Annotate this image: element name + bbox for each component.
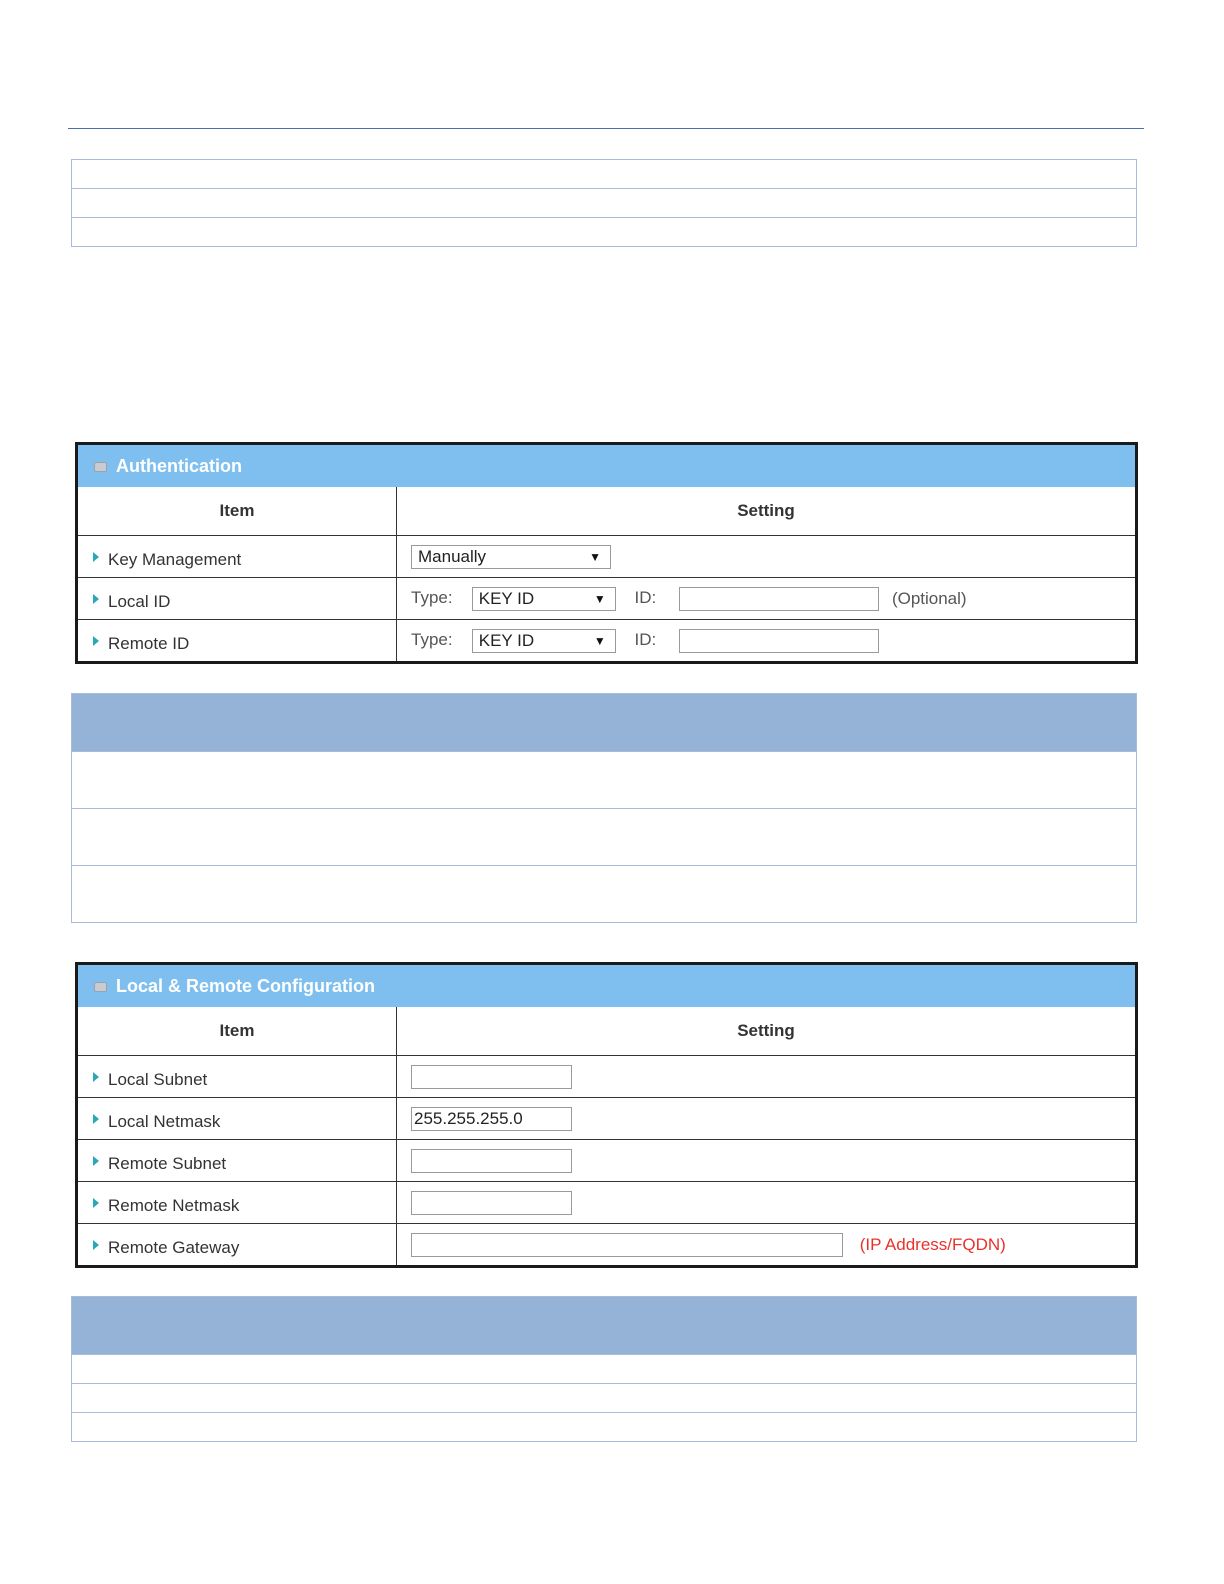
page-top-rule bbox=[68, 128, 1144, 129]
doc-table-local-remote bbox=[71, 1296, 1137, 1442]
authentication-panel bbox=[75, 442, 1138, 664]
item-cell bbox=[78, 1224, 397, 1266]
doc-table-row bbox=[72, 1354, 1136, 1383]
triangle-right-icon bbox=[93, 1072, 99, 1082]
item-cell bbox=[78, 1140, 397, 1182]
setting-cell bbox=[397, 1098, 1136, 1140]
triangle-right-icon bbox=[93, 1240, 99, 1250]
doc-table-row bbox=[72, 217, 1136, 246]
item-cell bbox=[78, 578, 397, 620]
remote-id-label: Remote ID bbox=[108, 633, 190, 653]
local-id-type-value: KEY ID bbox=[478, 588, 535, 608]
local-subnet-label: Local Subnet bbox=[108, 1069, 208, 1089]
local-netmask-input[interactable]: 255.255.255.0 bbox=[411, 1107, 572, 1131]
doc-table-row bbox=[72, 1383, 1136, 1412]
setting-cell bbox=[397, 1224, 1136, 1266]
doc-table-header bbox=[72, 694, 1136, 751]
dropdown-arrow-icon: ▼ bbox=[593, 633, 606, 648]
setting-cell bbox=[397, 620, 1136, 662]
remote-gateway-note: (IP Address/FQDN) bbox=[859, 1234, 1006, 1254]
remote-gateway-input[interactable] bbox=[411, 1233, 843, 1257]
doc-table-header bbox=[72, 1297, 1136, 1354]
item-cell bbox=[78, 1182, 397, 1224]
panel-header-icon bbox=[94, 462, 107, 472]
setting-cell bbox=[397, 1140, 1136, 1182]
row-remote-gateway bbox=[78, 1224, 1135, 1266]
remote-netmask-label: Remote Netmask bbox=[108, 1195, 240, 1215]
row-remote-id bbox=[78, 620, 1135, 662]
column-header-setting: Setting bbox=[397, 1007, 1136, 1056]
item-cell bbox=[78, 1098, 397, 1140]
local-id-id-label: ID: bbox=[634, 587, 657, 607]
triangle-right-icon bbox=[93, 552, 99, 562]
authentication-panel-title: Authentication bbox=[116, 455, 242, 476]
row-key-management bbox=[78, 536, 1135, 578]
local-remote-panel-title: Local & Remote Configuration bbox=[116, 975, 376, 996]
key-management-label: Key Management bbox=[108, 549, 242, 569]
doc-table-row bbox=[72, 1412, 1136, 1441]
item-cell bbox=[78, 620, 397, 662]
local-remote-panel-header bbox=[78, 965, 1135, 1007]
local-netmask-label: Local Netmask bbox=[108, 1111, 221, 1131]
local-id-type-label: Type: bbox=[411, 587, 453, 607]
remote-id-type-label: Type: bbox=[411, 629, 453, 649]
setting-cell bbox=[397, 1056, 1136, 1098]
remote-subnet-input[interactable] bbox=[411, 1149, 572, 1173]
row-remote-subnet bbox=[78, 1140, 1135, 1182]
row-local-subnet bbox=[78, 1056, 1135, 1098]
row-local-netmask bbox=[78, 1098, 1135, 1140]
remote-id-type-select[interactable] bbox=[472, 629, 616, 653]
dropdown-arrow-icon: ▼ bbox=[593, 591, 606, 606]
remote-subnet-label: Remote Subnet bbox=[108, 1153, 227, 1173]
triangle-right-icon bbox=[93, 636, 99, 646]
key-management-select-value: Manually bbox=[418, 546, 487, 566]
key-management-select[interactable] bbox=[411, 545, 611, 569]
triangle-right-icon bbox=[93, 594, 99, 604]
setting-cell bbox=[397, 1182, 1136, 1224]
doc-table-row bbox=[72, 160, 1136, 188]
remote-id-type-value: KEY ID bbox=[478, 630, 535, 650]
remote-id-input[interactable] bbox=[679, 629, 879, 653]
triangle-right-icon bbox=[93, 1198, 99, 1208]
panel-header-icon bbox=[94, 982, 107, 992]
triangle-right-icon bbox=[93, 1156, 99, 1166]
setting-cell bbox=[397, 536, 1136, 578]
doc-table-authentication bbox=[71, 693, 1137, 923]
remote-netmask-input[interactable] bbox=[411, 1191, 572, 1215]
authentication-table bbox=[78, 487, 1135, 661]
local-id-type-select[interactable] bbox=[472, 587, 616, 611]
local-remote-panel bbox=[75, 962, 1138, 1268]
doc-table-row bbox=[72, 865, 1136, 922]
column-header-item: Item bbox=[78, 1007, 397, 1056]
triangle-right-icon bbox=[93, 1114, 99, 1124]
column-header-item: Item bbox=[78, 487, 397, 536]
doc-table-top bbox=[71, 159, 1137, 247]
local-id-label: Local ID bbox=[108, 591, 171, 611]
doc-table-row bbox=[72, 188, 1136, 217]
column-header-setting: Setting bbox=[397, 487, 1136, 536]
local-id-input[interactable] bbox=[679, 587, 879, 611]
authentication-panel-header bbox=[78, 445, 1135, 487]
local-subnet-input[interactable] bbox=[411, 1065, 572, 1089]
local-id-optional-note: (Optional) bbox=[891, 588, 967, 608]
setting-cell bbox=[397, 578, 1136, 620]
dropdown-arrow-icon: ▼ bbox=[589, 549, 601, 564]
local-remote-table bbox=[78, 1007, 1135, 1265]
doc-table-row bbox=[72, 808, 1136, 865]
item-cell bbox=[78, 1056, 397, 1098]
row-remote-netmask bbox=[78, 1182, 1135, 1224]
row-local-id bbox=[78, 578, 1135, 620]
doc-table-row bbox=[72, 751, 1136, 808]
remote-id-id-label: ID: bbox=[634, 629, 657, 649]
remote-gateway-label: Remote Gateway bbox=[108, 1237, 240, 1257]
item-cell bbox=[78, 536, 397, 578]
